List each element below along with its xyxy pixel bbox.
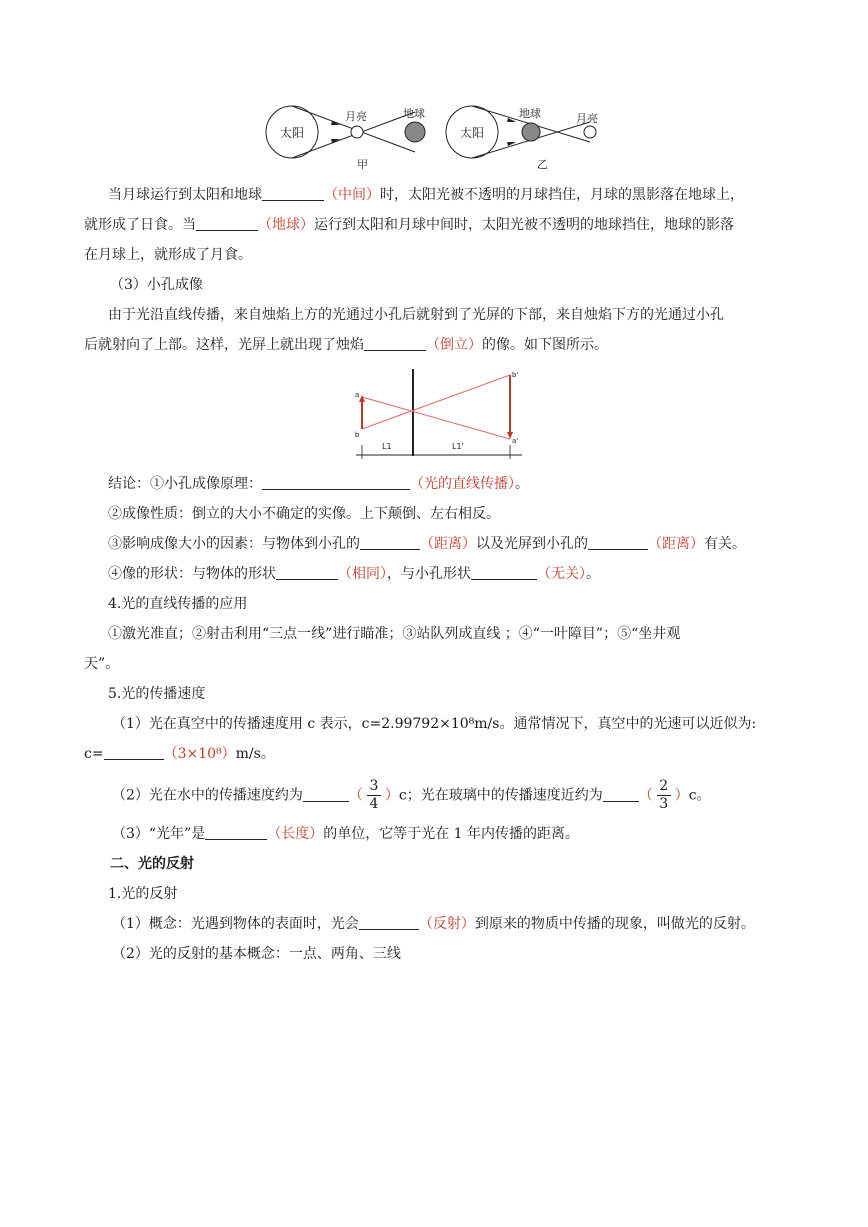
reflection-sub: 1.光的反射 xyxy=(108,886,178,902)
fraction-glass: $\frac{2}{3}$ xyxy=(657,780,671,811)
moon-label-right: 月亮 xyxy=(576,112,598,125)
conclusion-3: ③影响成像大小的因素：与物体到小孔的 （距离）以及光屏到小孔的 （距离）有关。 xyxy=(108,536,746,552)
answer-blank xyxy=(303,786,349,802)
section4-line1: ①激光准直；②射击利用“三点一线”进行瞄准；③站队列成直线 ；④“一叶障目”；⑤“坐井观 xyxy=(108,626,681,642)
eclipse-para-line3: 在月球上，就形成了月食。 xyxy=(84,247,252,263)
caption-left: 甲 xyxy=(357,158,368,171)
section5-p3: （3）“光年”是 （长度）的单位，它等于光在 1 年内传播的距离。 xyxy=(112,826,580,842)
sun-label-left: 太阳 xyxy=(280,126,305,140)
label-a: a xyxy=(355,391,360,399)
eclipse-diagram xyxy=(258,104,618,176)
answer-blank xyxy=(205,824,267,840)
moon-label-left: 月亮 xyxy=(345,110,367,123)
reflection-p1: （1）概念：光遇到物体的表面时，光会 （反射）到原来的物质中传播的现象，叫做光的反射。 xyxy=(112,916,755,932)
pinhole-heading: （3）小孔成像 xyxy=(110,277,203,293)
answer-blank xyxy=(262,474,410,490)
section4-line2: 天”。 xyxy=(84,656,120,672)
label-L1: L1 xyxy=(382,442,392,451)
pinhole-para-line2: 后就射向了上部。这样，光屏上就出现了烛焰 （倒立）的像。如下图所示。 xyxy=(84,337,608,353)
ray-upper xyxy=(362,397,510,439)
pinhole-diagram xyxy=(352,367,532,462)
reflection-heading: 二、光的反射 xyxy=(110,856,194,872)
earth-circle-left xyxy=(405,122,425,142)
label-L1-prime: L1' xyxy=(452,442,464,451)
section5-title: 5.光的传播速度 xyxy=(108,686,206,702)
section4-title: 4.光的直线传播的应用 xyxy=(108,596,248,612)
pinhole-para-line1: 由于光沿直线传播，来自烛焰上方的光通过小孔后就射到了光屏的下部，来自烛焰下方的光通过小孔 xyxy=(108,307,724,323)
caption-right: 乙 xyxy=(537,158,548,171)
answer-blank xyxy=(104,744,164,760)
answer-blank xyxy=(364,335,426,351)
answer-blank xyxy=(471,564,537,580)
answer-blank xyxy=(262,185,324,201)
answer-blank xyxy=(359,914,419,930)
label-b: b xyxy=(355,431,360,439)
section5-p2: （2）光在水中的传播速度约为 （ $\frac{3}{4}$ ）c；光在玻璃中的传播速度近约为 （ $\frac{2}{3}$ ）c。 xyxy=(112,778,711,812)
conclusion-4: ④像的形状：与物体的形状 （相同），与小孔形状 （无关）。 xyxy=(108,566,600,582)
label-b-prime: b' xyxy=(512,371,519,379)
section5-p1-line1: （1）光在真空中的传播速度用 c 表示，c=2.99792×10⁸m/s。通常情况下，真空中的光速可以近似为: xyxy=(112,716,757,732)
answer-blank xyxy=(588,534,648,550)
earth-label-left: 地球 xyxy=(403,107,425,120)
moon-circle-right xyxy=(584,126,596,138)
answer-blank xyxy=(603,786,639,802)
conclusion-1: 结论：①小孔成像原理： （光的直线传播）。 xyxy=(108,476,529,492)
eclipse-para-line1: 当月球运行到太阳和地球 （中间）时，太阳光被不透明的月球挡住，月球的黑影落在地球上， xyxy=(108,187,744,203)
earth-circle-right xyxy=(522,123,540,141)
ray-lower xyxy=(362,375,510,429)
eclipse-para-line2: 就形成了日食。当 （地球）运行到太阳和月球中间时，太阳光被不透明的地球挡住，地球的影落 xyxy=(84,217,734,233)
answer-blank xyxy=(360,534,420,550)
answer-blank xyxy=(196,215,258,231)
section5-p1-line2: c= （3×10⁸）m/s。 xyxy=(84,746,275,762)
answer-blank xyxy=(276,564,338,580)
moon-circle-left xyxy=(351,126,363,138)
sun-label-right: 太阳 xyxy=(460,126,485,140)
fraction-water: $\frac{3}{4}$ xyxy=(367,780,381,811)
reflection-p2: （2）光的反射的基本概念：一点、两角、三线 xyxy=(112,946,401,962)
earth-label-right: 地球 xyxy=(519,107,541,120)
conclusion-2: ②成像性质：倒立的大小不确定的实像。上下颠倒、左右相反。 xyxy=(108,506,500,522)
label-a-prime: a' xyxy=(512,437,519,445)
